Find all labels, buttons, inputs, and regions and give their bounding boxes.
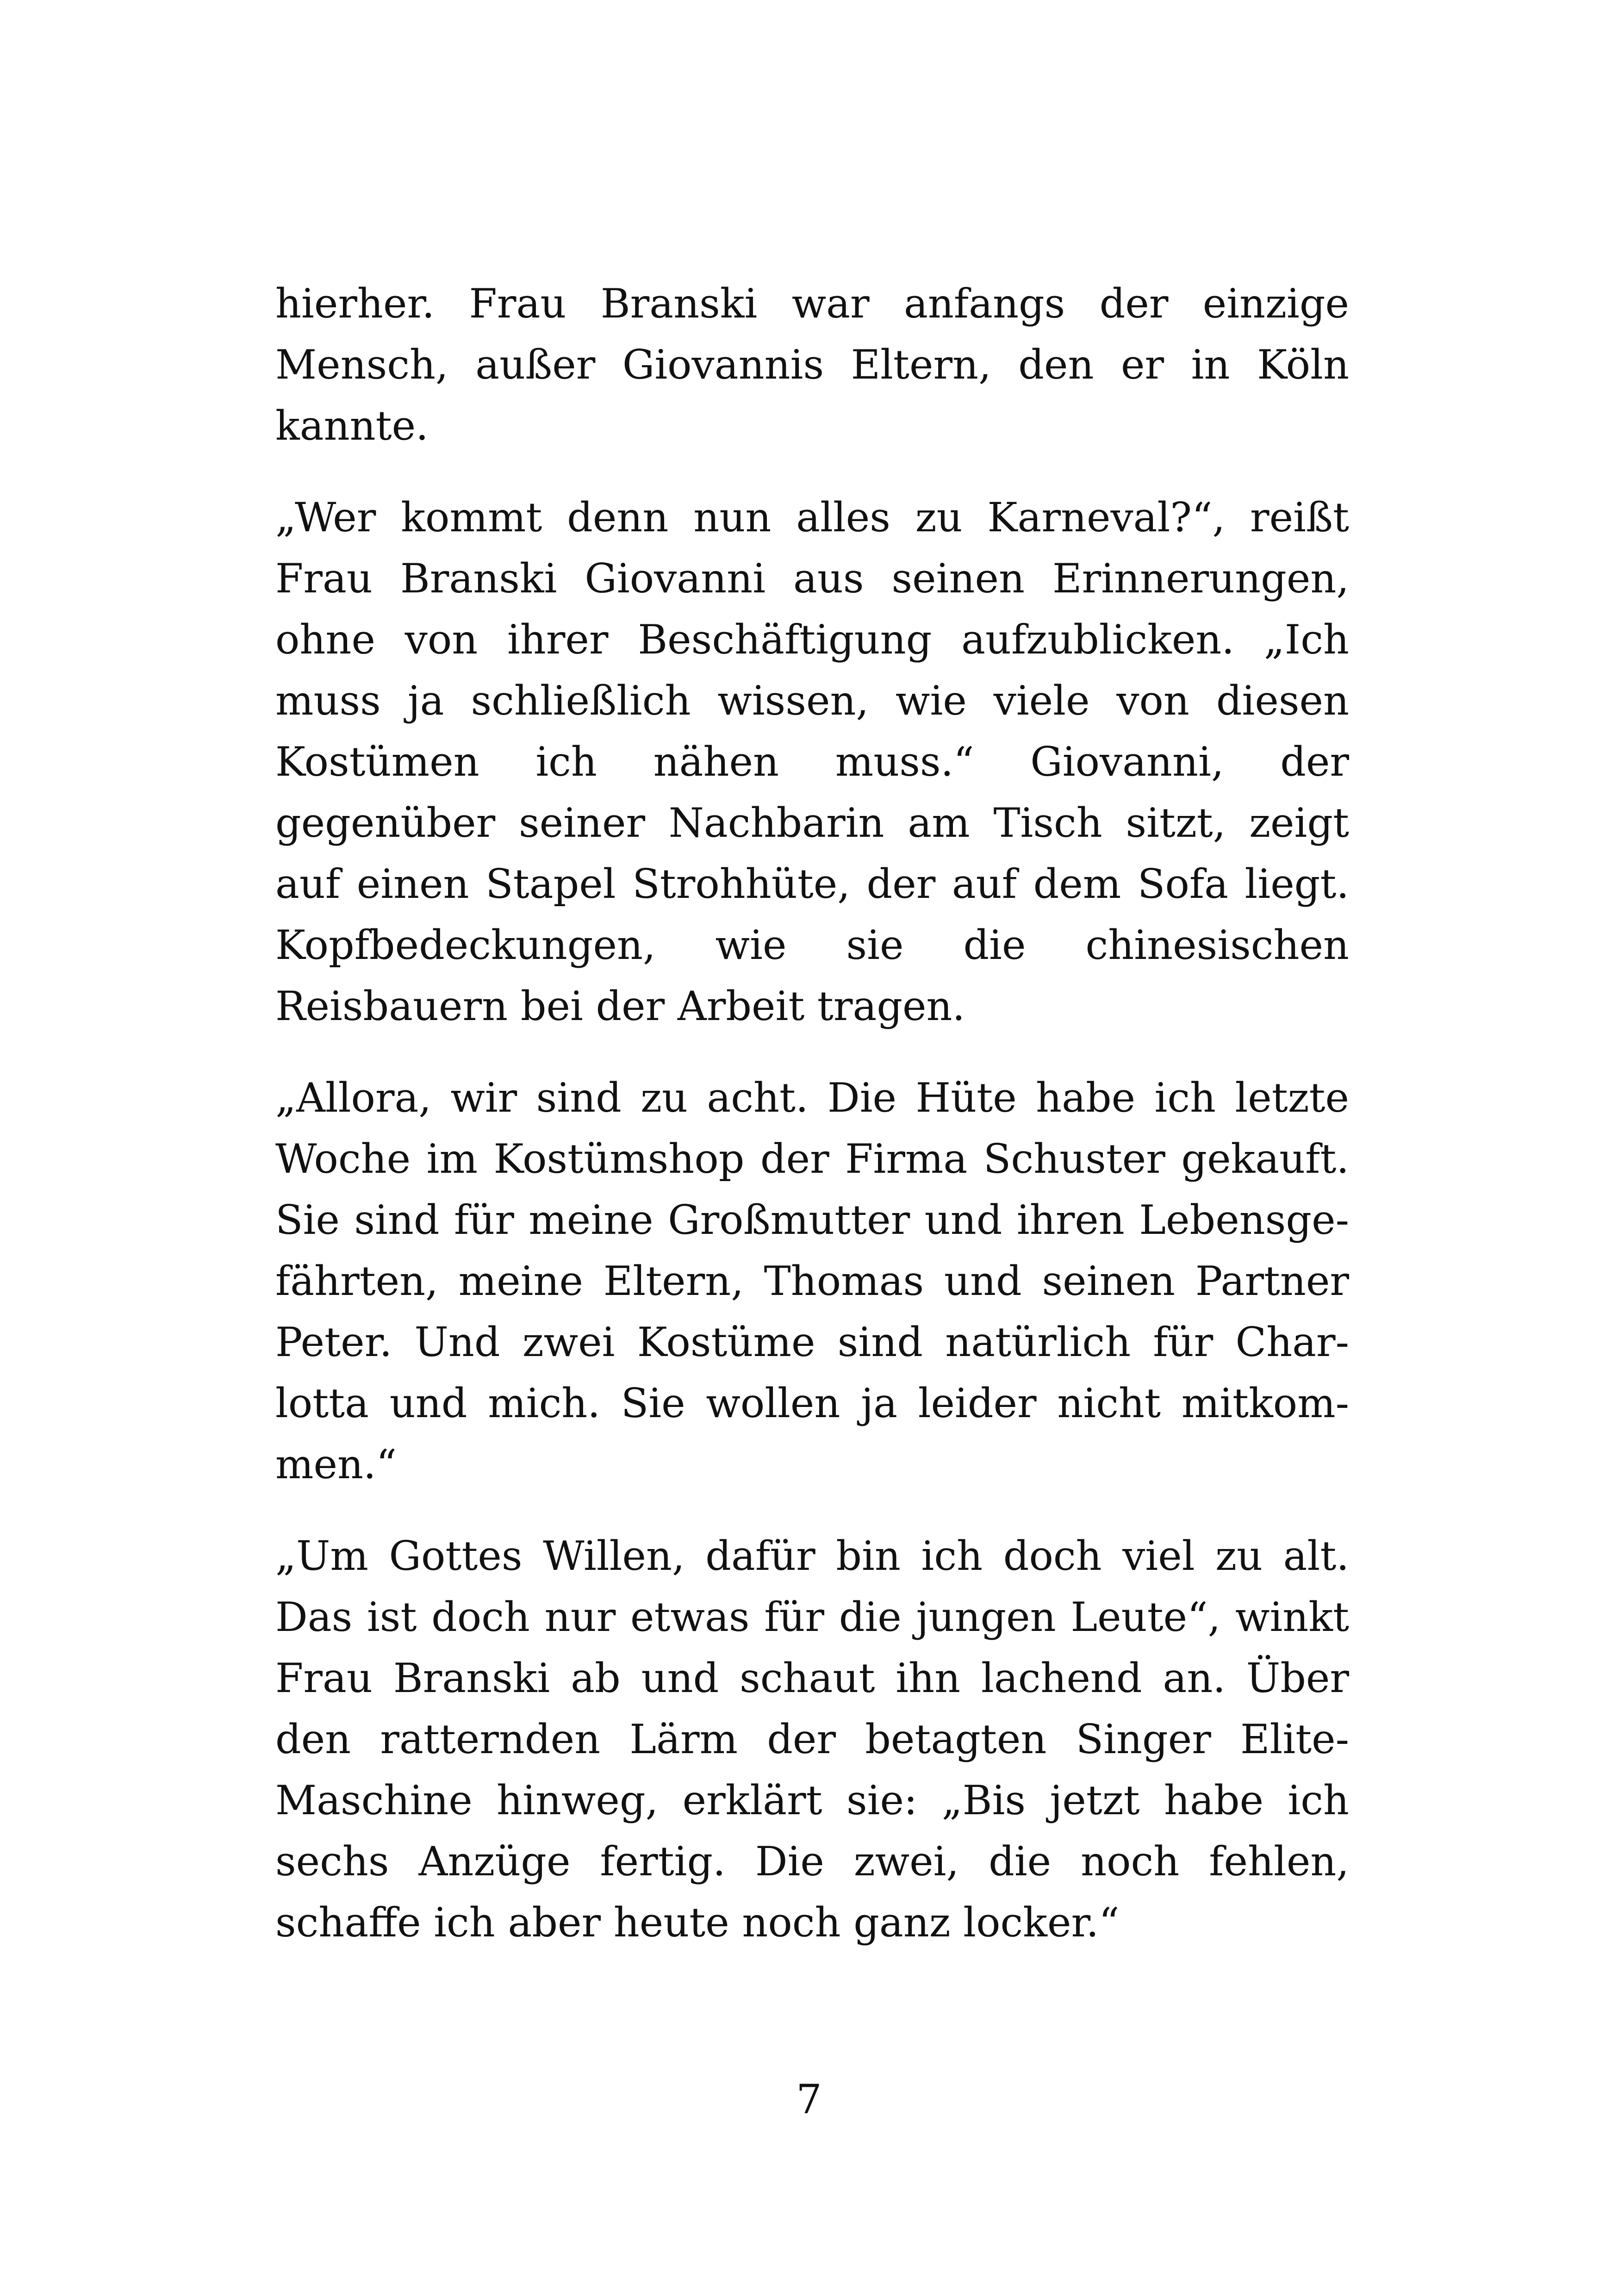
paragraph-1: hierher. Frau Branski war anfangs der einzige Mensch, außer Giovannis Eltern, den er in Köln kannte. [275, 280, 1349, 449]
paragraph-4: „Um Gottes Willen, dafür bin ich doch viel zu alt. Das ist doch nur etwas für die jungen Leute“, winkt Frau Branski ab und schaut ihn lachend an. Über den ratternden Lärm der betagten Singer Elite-Maschine hinweg, erklärt sie: „Bis jetzt habe ich sechs Anzüge fertig. Die zwei, die noch fehlen, schaffe ich aber heute noch ganz locker.“ [275, 1532, 1349, 1946]
body-text [275, 273, 1349, 1984]
page-number: 7 [796, 2076, 822, 2123]
paragraph-3: „Allora, wir sind zu acht. Die Hüte habe ich letzte Woche im Kostümshop der Firma Schuster gekauft. Sie sind für meine Großmutter und ihren Lebensgefährten, meine Eltern, Thomas und seinen Partner Peter. Und zwei Kostüme sind natürlich für Charlotta und mich. Sie wollen ja leider nicht mitkommen.“ [275, 1074, 1349, 1488]
paragraph-2: „Wer kommt denn nun alles zu Karneval?“, reißt Frau Branski Giovanni aus seinen Erinnerungen, ohne von ihrer Beschäftigung aufzublicken. „Ich muss ja schließlich wissen, wie viele von diesen Kostümen ich nähen muss.“ Giovanni, der gegenüber seiner Nachbarin am Tisch sitzt, zeigt auf einen Stapel Strohhüte, der auf dem Sofa liegt. Kopfbedeckungen, wie sie die chinesischen Reisbauern bei der Arbeit tragen. [275, 494, 1349, 1030]
